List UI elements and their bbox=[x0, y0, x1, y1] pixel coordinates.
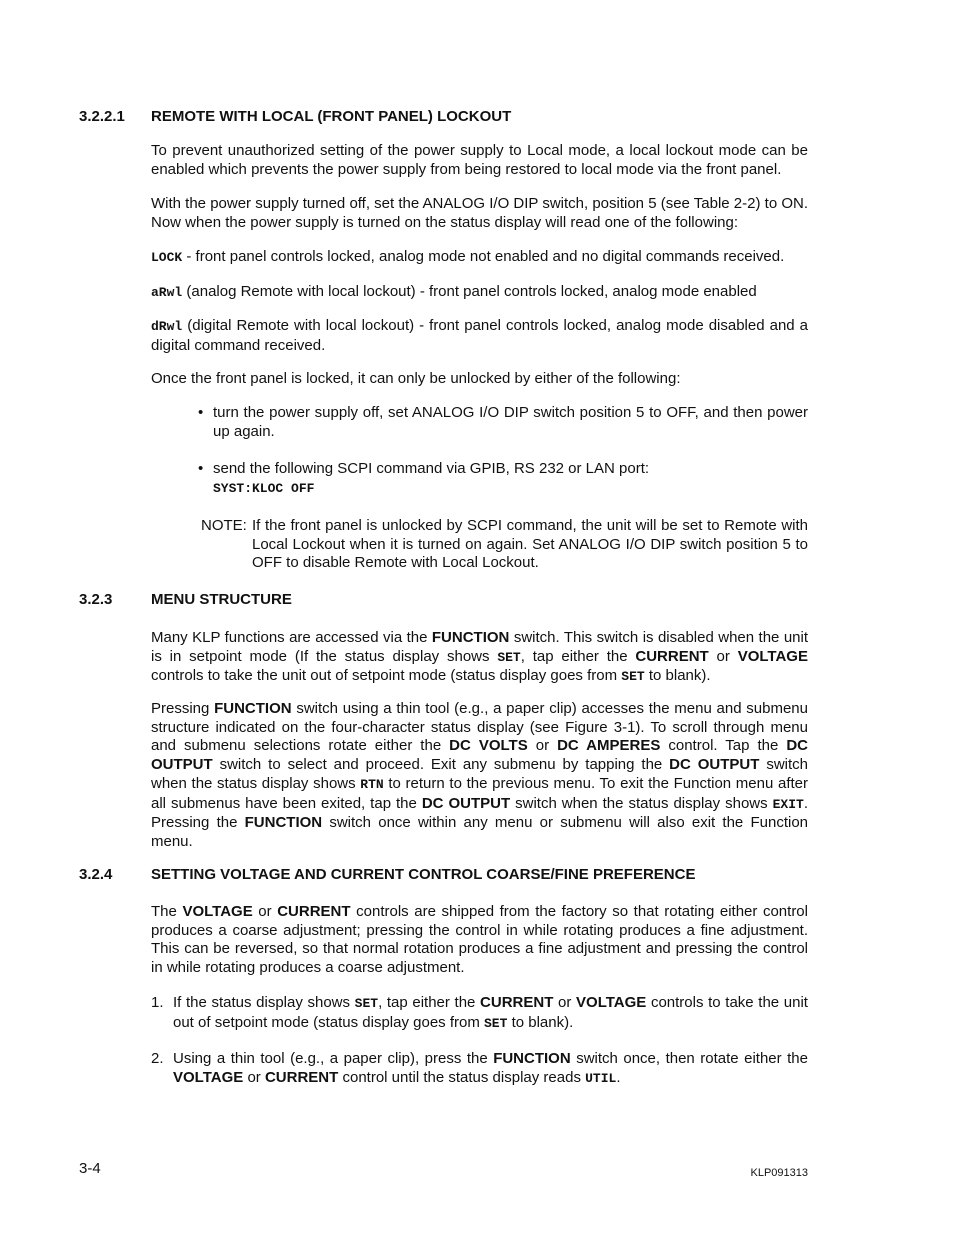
section-title: MENU STRUCTURE bbox=[151, 591, 292, 608]
status-description: (analog Remote with local lockout) - front panel controls locked, analog mode enabled bbox=[182, 283, 757, 300]
numbered-step bbox=[151, 1050, 808, 1088]
section-number: 3.2.4 bbox=[79, 866, 113, 883]
paragraph: The VOLTAGE or CURRENT controls are shipped from the factory so that rotating either control produces a coarse adjustment; pressing the control in while rotating produces a fine adjustment. This can be reversed, so that normal rotation produces a fine adjustment and pressing the control in while rotating produces a coarse adjustment. bbox=[151, 903, 808, 977]
paragraph: Many KLP functions are accessed via the FUNCTION switch. This switch is disabled when the unit is in setpoint mode (If the status display shows SET, tap either the CURRENT or VOLTAGE controls to take the unit out of setpoint mode (status display goes from SET to blank). bbox=[151, 629, 809, 685]
step-text: Using a thin tool (e.g., a paper clip), press the FUNCTION switch once, then rotate either the VOLTAGE or CURRENT control until the status display reads UTIL. bbox=[173, 1050, 808, 1086]
paragraph: To prevent unauthorized setting of the power supply to Local mode, a local lockout mode can be enabled which prevents the power supply from being restored to local mode via the front panel. bbox=[151, 142, 808, 178]
note-text: If the front panel is unlocked by SCPI command, the unit will be set to Remote with Local Lockout when it is turned on again. Set ANALOG I/O DIP switch position 5 to OFF to disable Remote with Local Lockout. bbox=[252, 517, 808, 572]
numbered-step bbox=[151, 994, 808, 1033]
status-arwl-paragraph bbox=[151, 283, 808, 303]
status-code: aRwl bbox=[151, 285, 183, 300]
section-title: REMOTE WITH LOCAL (FRONT PANEL) LOCKOUT bbox=[151, 108, 512, 125]
scpi-command: SYST:KLOC OFF bbox=[213, 480, 315, 496]
status-drwl-paragraph bbox=[151, 317, 808, 355]
section-number: 3.2.2.1 bbox=[79, 108, 125, 125]
section-title: SETTING VOLTAGE AND CURRENT CONTROL COARSE/FINE PREFERENCE bbox=[151, 866, 696, 883]
status-description: - front panel controls locked, analog mode not enabled and no digital commands received. bbox=[182, 248, 785, 265]
bullet-dot: • bbox=[198, 404, 204, 421]
paragraph: With the power supply turned off, set the ANALOG I/O DIP switch, position 5 (see Table 2-2) to ON. Now when the power supply is turned on the status display will read one of the following: bbox=[151, 195, 808, 231]
status-code: LOCK bbox=[151, 250, 183, 265]
page-number: 3-4 bbox=[79, 1160, 101, 1177]
section-number: 3.2.3 bbox=[79, 591, 113, 608]
bullet-dot: • bbox=[198, 460, 204, 477]
paragraph: Pressing FUNCTION switch using a thin tool (e.g., a paper clip) accesses the menu and submenu structure indicated on the four-character status display (see Figure 3-1). To scroll through menu and submenu selections rotate either the DC VOLTS or DC AMPERES control. Tap the DC OUTPUT switch to select and proceed. Exit any submenu by tapping the DC OUTPUT switch when the status display shows RTN to return to the previous menu. To exit the Function menu after all submenus have been exited, tap the DC OUTPUT switch when the status display shows EXIT. Pressing the FUNCTION switch once within any menu or submenu will also exit the Function menu. bbox=[151, 700, 809, 850]
paragraph: Once the front panel is locked, it can only be unlocked by either of the following: bbox=[151, 370, 681, 387]
note-block bbox=[201, 517, 808, 573]
status-description: (digital Remote with local lockout) - front panel controls locked, analog mode disabled and a digital command received. bbox=[151, 317, 808, 354]
step-text: If the status display shows SET, tap either the CURRENT or VOLTAGE controls to take the unit out of setpoint mode (status display goes from SET to blank). bbox=[173, 994, 808, 1031]
step-number: 1. bbox=[151, 994, 164, 1011]
bullet-item bbox=[198, 404, 808, 441]
note-label: NOTE: bbox=[201, 517, 247, 534]
status-lock-paragraph bbox=[151, 248, 808, 268]
bullet-text: send the following SCPI command via GPIB, RS 232 or LAN port: SYST:KLOC OFF bbox=[213, 460, 650, 496]
bullet-item bbox=[198, 460, 808, 498]
document-id: KLP091313 bbox=[750, 1167, 808, 1179]
bullet-text: turn the power supply off, set ANALOG I/O DIP switch position 5 to OFF, and then power up again. bbox=[213, 404, 808, 440]
step-number: 2. bbox=[151, 1050, 164, 1067]
status-code: dRwl bbox=[151, 319, 183, 334]
